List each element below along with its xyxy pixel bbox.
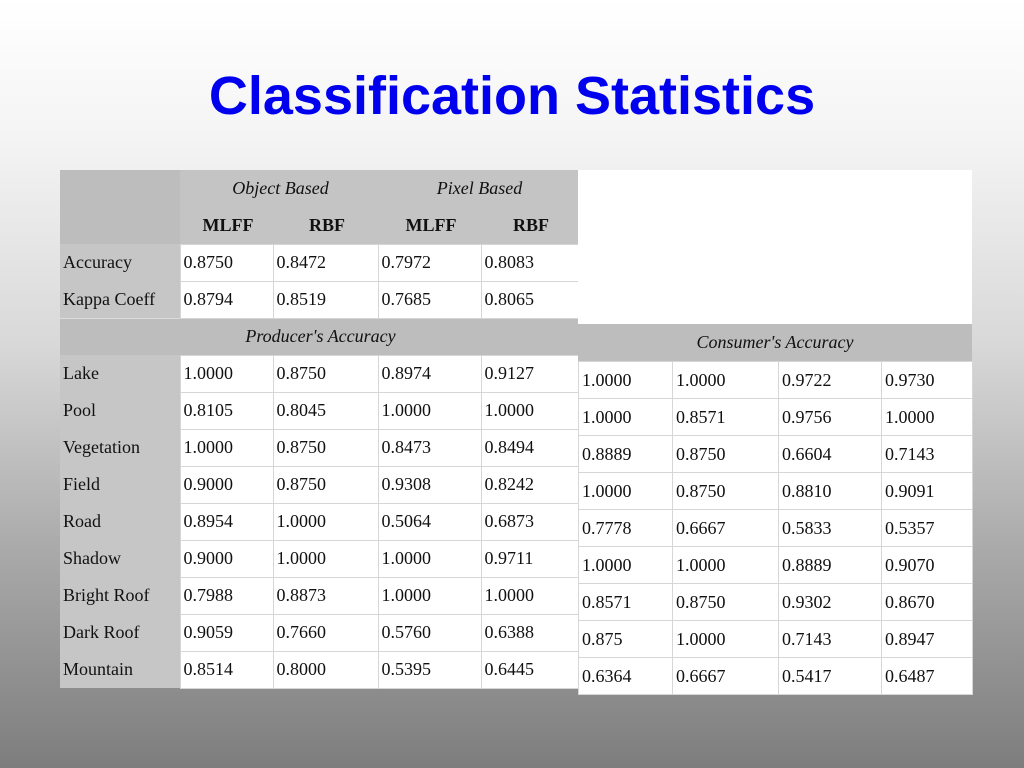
table-cell: 0.8750 (673, 473, 779, 510)
table-cell: 1.0000 (273, 503, 378, 540)
row-label: Dark Roof (60, 614, 180, 651)
table-cell: 0.7778 (579, 510, 673, 547)
consumers-accuracy-label: Consumer's Accuracy (578, 324, 972, 361)
table-cell: 0.9756 (779, 399, 882, 436)
table-row (60, 466, 578, 503)
table-row-accuracy (60, 244, 578, 281)
table-cell: 0.8750 (673, 584, 779, 621)
table-row (579, 658, 973, 695)
row-label: Vegetation (60, 429, 180, 466)
table-cell: 0.6487 (882, 658, 973, 695)
table-cell: 0.9302 (779, 584, 882, 621)
sub-header-pixel-rbf: RBF (481, 207, 578, 244)
table-cell: 0.8242 (481, 466, 578, 503)
table-row (60, 392, 578, 429)
table-cell: 1.0000 (180, 355, 273, 392)
table-cell: 1.0000 (481, 577, 578, 614)
table-cell: 1.0000 (882, 399, 973, 436)
table-cell: 0.6667 (673, 658, 779, 695)
table-cell: 0.8571 (673, 399, 779, 436)
table-cell: 0.8750 (180, 244, 273, 281)
table-cell: 0.6445 (481, 651, 578, 688)
table-cell: 0.8794 (180, 281, 273, 318)
table-row (579, 436, 973, 473)
sub-header-pixel-mlff: MLFF (378, 207, 481, 244)
group-header-pixel-based: Pixel Based (378, 170, 578, 207)
table-cell: 0.9091 (882, 473, 973, 510)
table-cell: 0.8083 (481, 244, 578, 281)
table-cell: 1.0000 (673, 547, 779, 584)
producers-accuracy-label: Producer's Accuracy (60, 318, 578, 355)
table-row (579, 584, 973, 621)
row-label: Field (60, 466, 180, 503)
table-cell: 1.0000 (579, 473, 673, 510)
producer-accuracy-panel (60, 170, 578, 700)
table-cell: 1.0000 (378, 577, 481, 614)
table-cell: 0.8000 (273, 651, 378, 688)
table-cell: 0.7143 (882, 436, 973, 473)
table-row (60, 651, 578, 688)
table-cell: 1.0000 (180, 429, 273, 466)
table-cell: 1.0000 (673, 362, 779, 399)
table-row (579, 473, 973, 510)
row-label: Lake (60, 355, 180, 392)
table-cell: 0.8571 (579, 584, 673, 621)
table-cell: 0.9127 (481, 355, 578, 392)
row-label: Bright Roof (60, 577, 180, 614)
table-cell: 0.8045 (273, 392, 378, 429)
producers-accuracy-band (60, 318, 578, 355)
table-row (579, 621, 973, 658)
table-row (60, 355, 578, 392)
table-cell: 0.8065 (481, 281, 578, 318)
row-label: Kappa Coeff (60, 281, 180, 318)
table-cell: 0.5417 (779, 658, 882, 695)
row-label: Shadow (60, 540, 180, 577)
row-label: Road (60, 503, 180, 540)
group-header-object-based: Object Based (180, 170, 378, 207)
table-cell: 1.0000 (481, 392, 578, 429)
table-cell: 0.9711 (481, 540, 578, 577)
table-cell: 0.8873 (273, 577, 378, 614)
table-cell: 0.7143 (779, 621, 882, 658)
table-cell: 1.0000 (579, 399, 673, 436)
sub-header-row (60, 207, 578, 244)
table-row (579, 399, 973, 436)
row-label: Mountain (60, 651, 180, 688)
table-cell: 0.8750 (273, 355, 378, 392)
table-cell: 0.8750 (673, 436, 779, 473)
table-cell: 0.6667 (673, 510, 779, 547)
table-cell: 0.5064 (378, 503, 481, 540)
table-cell: 0.9059 (180, 614, 273, 651)
table-cell: 0.9722 (779, 362, 882, 399)
consumer-accuracy-panel (578, 170, 972, 700)
table-cell: 0.5395 (378, 651, 481, 688)
table-cell: 0.9730 (882, 362, 973, 399)
table-row (60, 540, 578, 577)
table-cell: 0.7988 (180, 577, 273, 614)
table-cell: 0.8750 (273, 466, 378, 503)
table-cell: 0.9000 (180, 540, 273, 577)
table-cell: 0.6364 (579, 658, 673, 695)
table-cell: 0.8889 (579, 436, 673, 473)
slide-title: Classification Statistics (208, 66, 816, 126)
row-label: Accuracy (60, 244, 180, 281)
table-cell: 0.9000 (180, 466, 273, 503)
table-row (60, 429, 578, 466)
corner-cell (60, 207, 180, 244)
table-cell: 0.875 (579, 621, 673, 658)
classification-table-left (60, 170, 579, 689)
table-cell: 1.0000 (378, 540, 481, 577)
table-cell: 0.8105 (180, 392, 273, 429)
table-cell: 0.8954 (180, 503, 273, 540)
table-cell: 0.7972 (378, 244, 481, 281)
table-cell: 0.8473 (378, 429, 481, 466)
table-cell: 0.8974 (378, 355, 481, 392)
group-header-row (60, 170, 578, 207)
producer-accuracy-body (60, 355, 578, 688)
classification-table-right (578, 361, 973, 695)
table-cell: 1.0000 (673, 621, 779, 658)
table-cell: 0.8670 (882, 584, 973, 621)
table-cell: 0.8947 (882, 621, 973, 658)
sub-header-object-rbf: RBF (273, 207, 378, 244)
consumer-accuracy-body (579, 362, 973, 695)
table-cell: 0.8494 (481, 429, 578, 466)
table-row (60, 577, 578, 614)
table-row (579, 510, 973, 547)
table-cell: 0.6873 (481, 503, 578, 540)
table-cell: 1.0000 (273, 540, 378, 577)
table-row (579, 362, 973, 399)
table-cell: 1.0000 (378, 392, 481, 429)
table-cell: 0.8889 (779, 547, 882, 584)
table-cell: 0.9308 (378, 466, 481, 503)
sub-header-object-mlff: MLFF (180, 207, 273, 244)
table-cell: 0.8519 (273, 281, 378, 318)
table-row (579, 547, 973, 584)
table-cell: 1.0000 (579, 362, 673, 399)
table-cell: 0.7685 (378, 281, 481, 318)
table-cell: 0.5760 (378, 614, 481, 651)
blank-area (578, 170, 972, 324)
table-cell: 1.0000 (579, 547, 673, 584)
table-cell: 0.6388 (481, 614, 578, 651)
table-cell: 0.7660 (273, 614, 378, 651)
table-row (60, 614, 578, 651)
corner-cell (60, 170, 180, 207)
table-cell: 0.6604 (779, 436, 882, 473)
table-cell: 0.8750 (273, 429, 378, 466)
table-cell: 0.8472 (273, 244, 378, 281)
table-cell: 0.8810 (779, 473, 882, 510)
table-cell: 0.5357 (882, 510, 973, 547)
table-cell: 0.8514 (180, 651, 273, 688)
table-cell: 0.5833 (779, 510, 882, 547)
row-label: Pool (60, 392, 180, 429)
table-row (60, 503, 578, 540)
table-cell: 0.9070 (882, 547, 973, 584)
table-row-kappa (60, 281, 578, 318)
